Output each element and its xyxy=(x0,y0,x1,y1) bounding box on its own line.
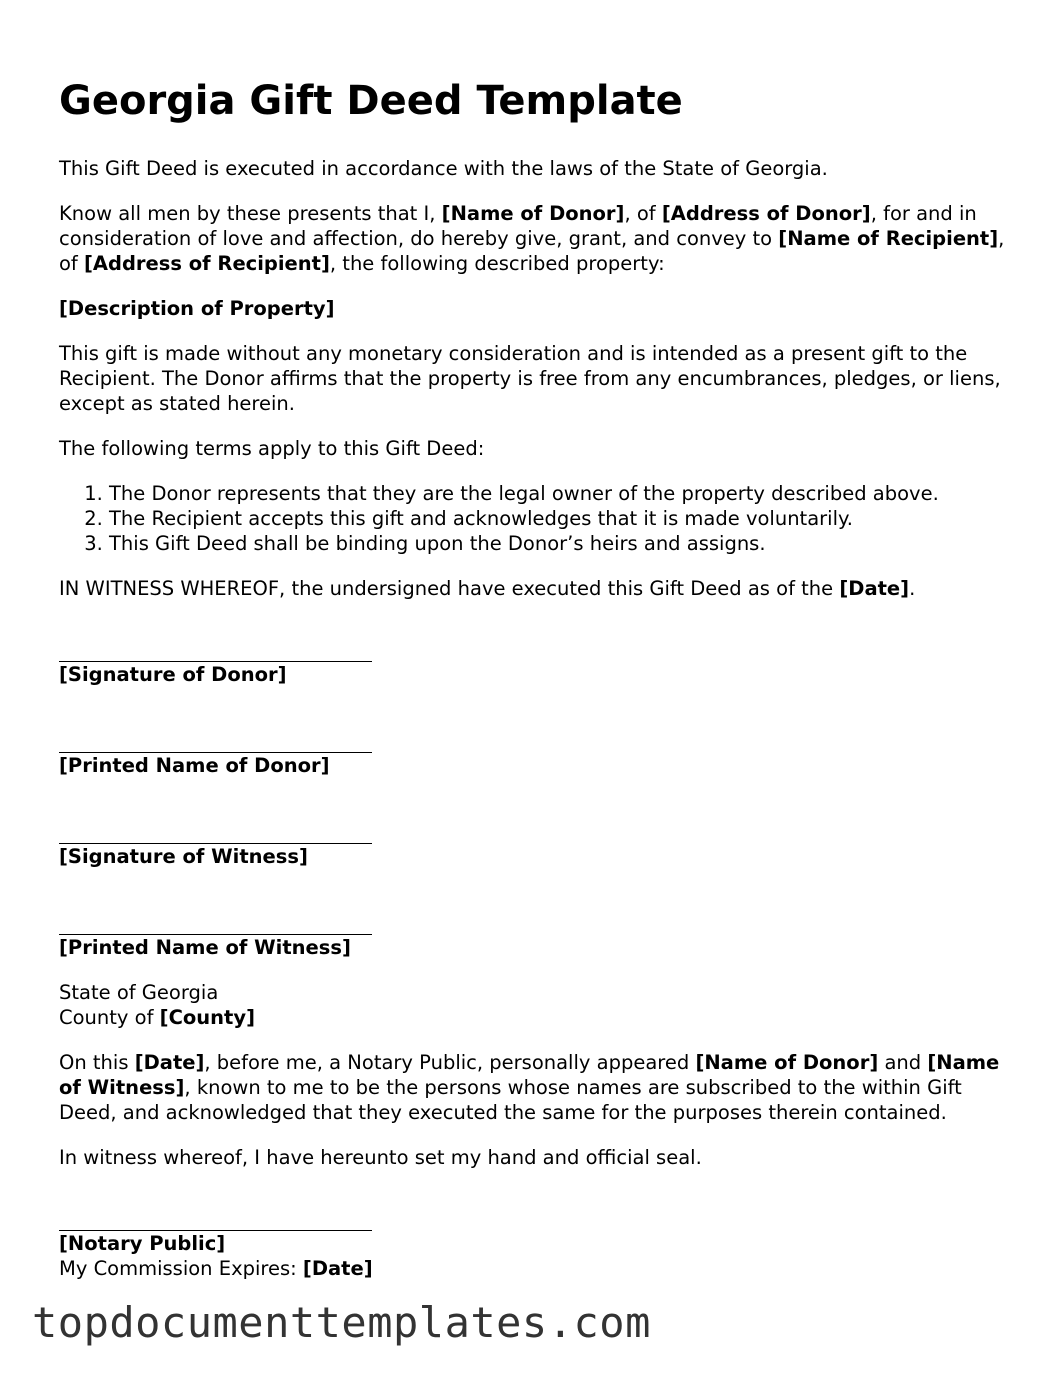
venue-state: State of Georgia xyxy=(59,981,219,1004)
signature-label: [Signature of Donor] xyxy=(59,663,287,686)
signature-label: [Printed Name of Donor] xyxy=(59,754,330,777)
date-placeholder: [Date] xyxy=(134,1051,205,1074)
signature-witness xyxy=(59,823,1009,869)
printed-name-donor xyxy=(59,732,1009,778)
county-placeholder: [County] xyxy=(159,1006,255,1029)
signature-line xyxy=(59,914,372,935)
intro-paragraph: This Gift Deed is executed in accordance with the laws of the State of Georgia. xyxy=(59,157,828,180)
venue-block: State of Georgia County of [County] xyxy=(59,981,255,1029)
signature-label: [Signature of Witness] xyxy=(59,845,308,868)
witness-name-placeholder: [Name of Witness] xyxy=(59,1051,1000,1099)
recipient-address-placeholder: [Address of Recipient] xyxy=(84,252,330,275)
seal-clause: In witness whereof, I have hereunto set my hand and official seal. xyxy=(59,1146,702,1169)
signature-line xyxy=(59,732,372,753)
document-page xyxy=(59,72,1009,1301)
terms-intro: The following terms apply to this Gift Deed: xyxy=(59,437,485,460)
signature-line xyxy=(59,1210,372,1231)
terms-list xyxy=(59,481,1009,556)
commission-expiry: My Commission Expires: [Date] xyxy=(59,1257,373,1280)
notary-acknowledgment: On this [Date], before me, a Notary Public, personally appeared [Name of Donor] and [Name of Witness], known to me to be the persons whose names are subscribed to the within Gift Deed, and acknowledged that they executed the same for the purposes therein contained. xyxy=(59,1051,1000,1124)
date-placeholder: [Date] xyxy=(302,1257,373,1280)
donor-address-placeholder: [Address of Donor] xyxy=(661,202,871,225)
notary-label: [Notary Public] xyxy=(59,1232,226,1255)
printed-name-witness xyxy=(59,914,1009,960)
signature-line xyxy=(59,641,372,662)
recipient-name-placeholder: [Name of Recipient] xyxy=(778,227,999,250)
witness-clause: IN WITNESS WHEREOF, the undersigned have executed this Gift Deed as of the [Date]. xyxy=(59,577,916,600)
list-item: 2. The Recipient accepts this gift and acknowledges that it is made voluntarily. xyxy=(109,506,1009,531)
notary-signature xyxy=(59,1210,1009,1281)
watermark-text: topdocumenttemplates.com xyxy=(32,1298,651,1347)
signature-label: [Printed Name of Witness] xyxy=(59,936,351,959)
date-placeholder: [Date] xyxy=(839,577,910,600)
list-item: 1. The Donor represents that they are the legal owner of the property described above. xyxy=(109,481,1009,506)
list-item: 3. This Gift Deed shall be binding upon the Donor’s heirs and assigns. xyxy=(109,531,1009,556)
grant-paragraph: Know all men by these presents that I, [Name of Donor], of [Address of Donor], for and in consideration of love and affection, do hereby give, grant, and convey to [Name of Recipient], of [Address of Recipient], the following described property: xyxy=(59,202,1005,275)
signature-line xyxy=(59,823,372,844)
document-title: Georgia Gift Deed Template xyxy=(59,78,683,124)
property-description: [Description of Property] xyxy=(59,297,335,320)
donor-name-placeholder: [Name of Donor] xyxy=(695,1051,879,1074)
gift-statement: This gift is made without any monetary consideration and is intended as a present gift to the Recipient. The Donor affirms that the property is free from any encumbrances, pledges, or liens, except as stated herein. xyxy=(59,342,1001,415)
donor-name-placeholder: [Name of Donor] xyxy=(441,202,625,225)
signature-donor xyxy=(59,641,1009,687)
